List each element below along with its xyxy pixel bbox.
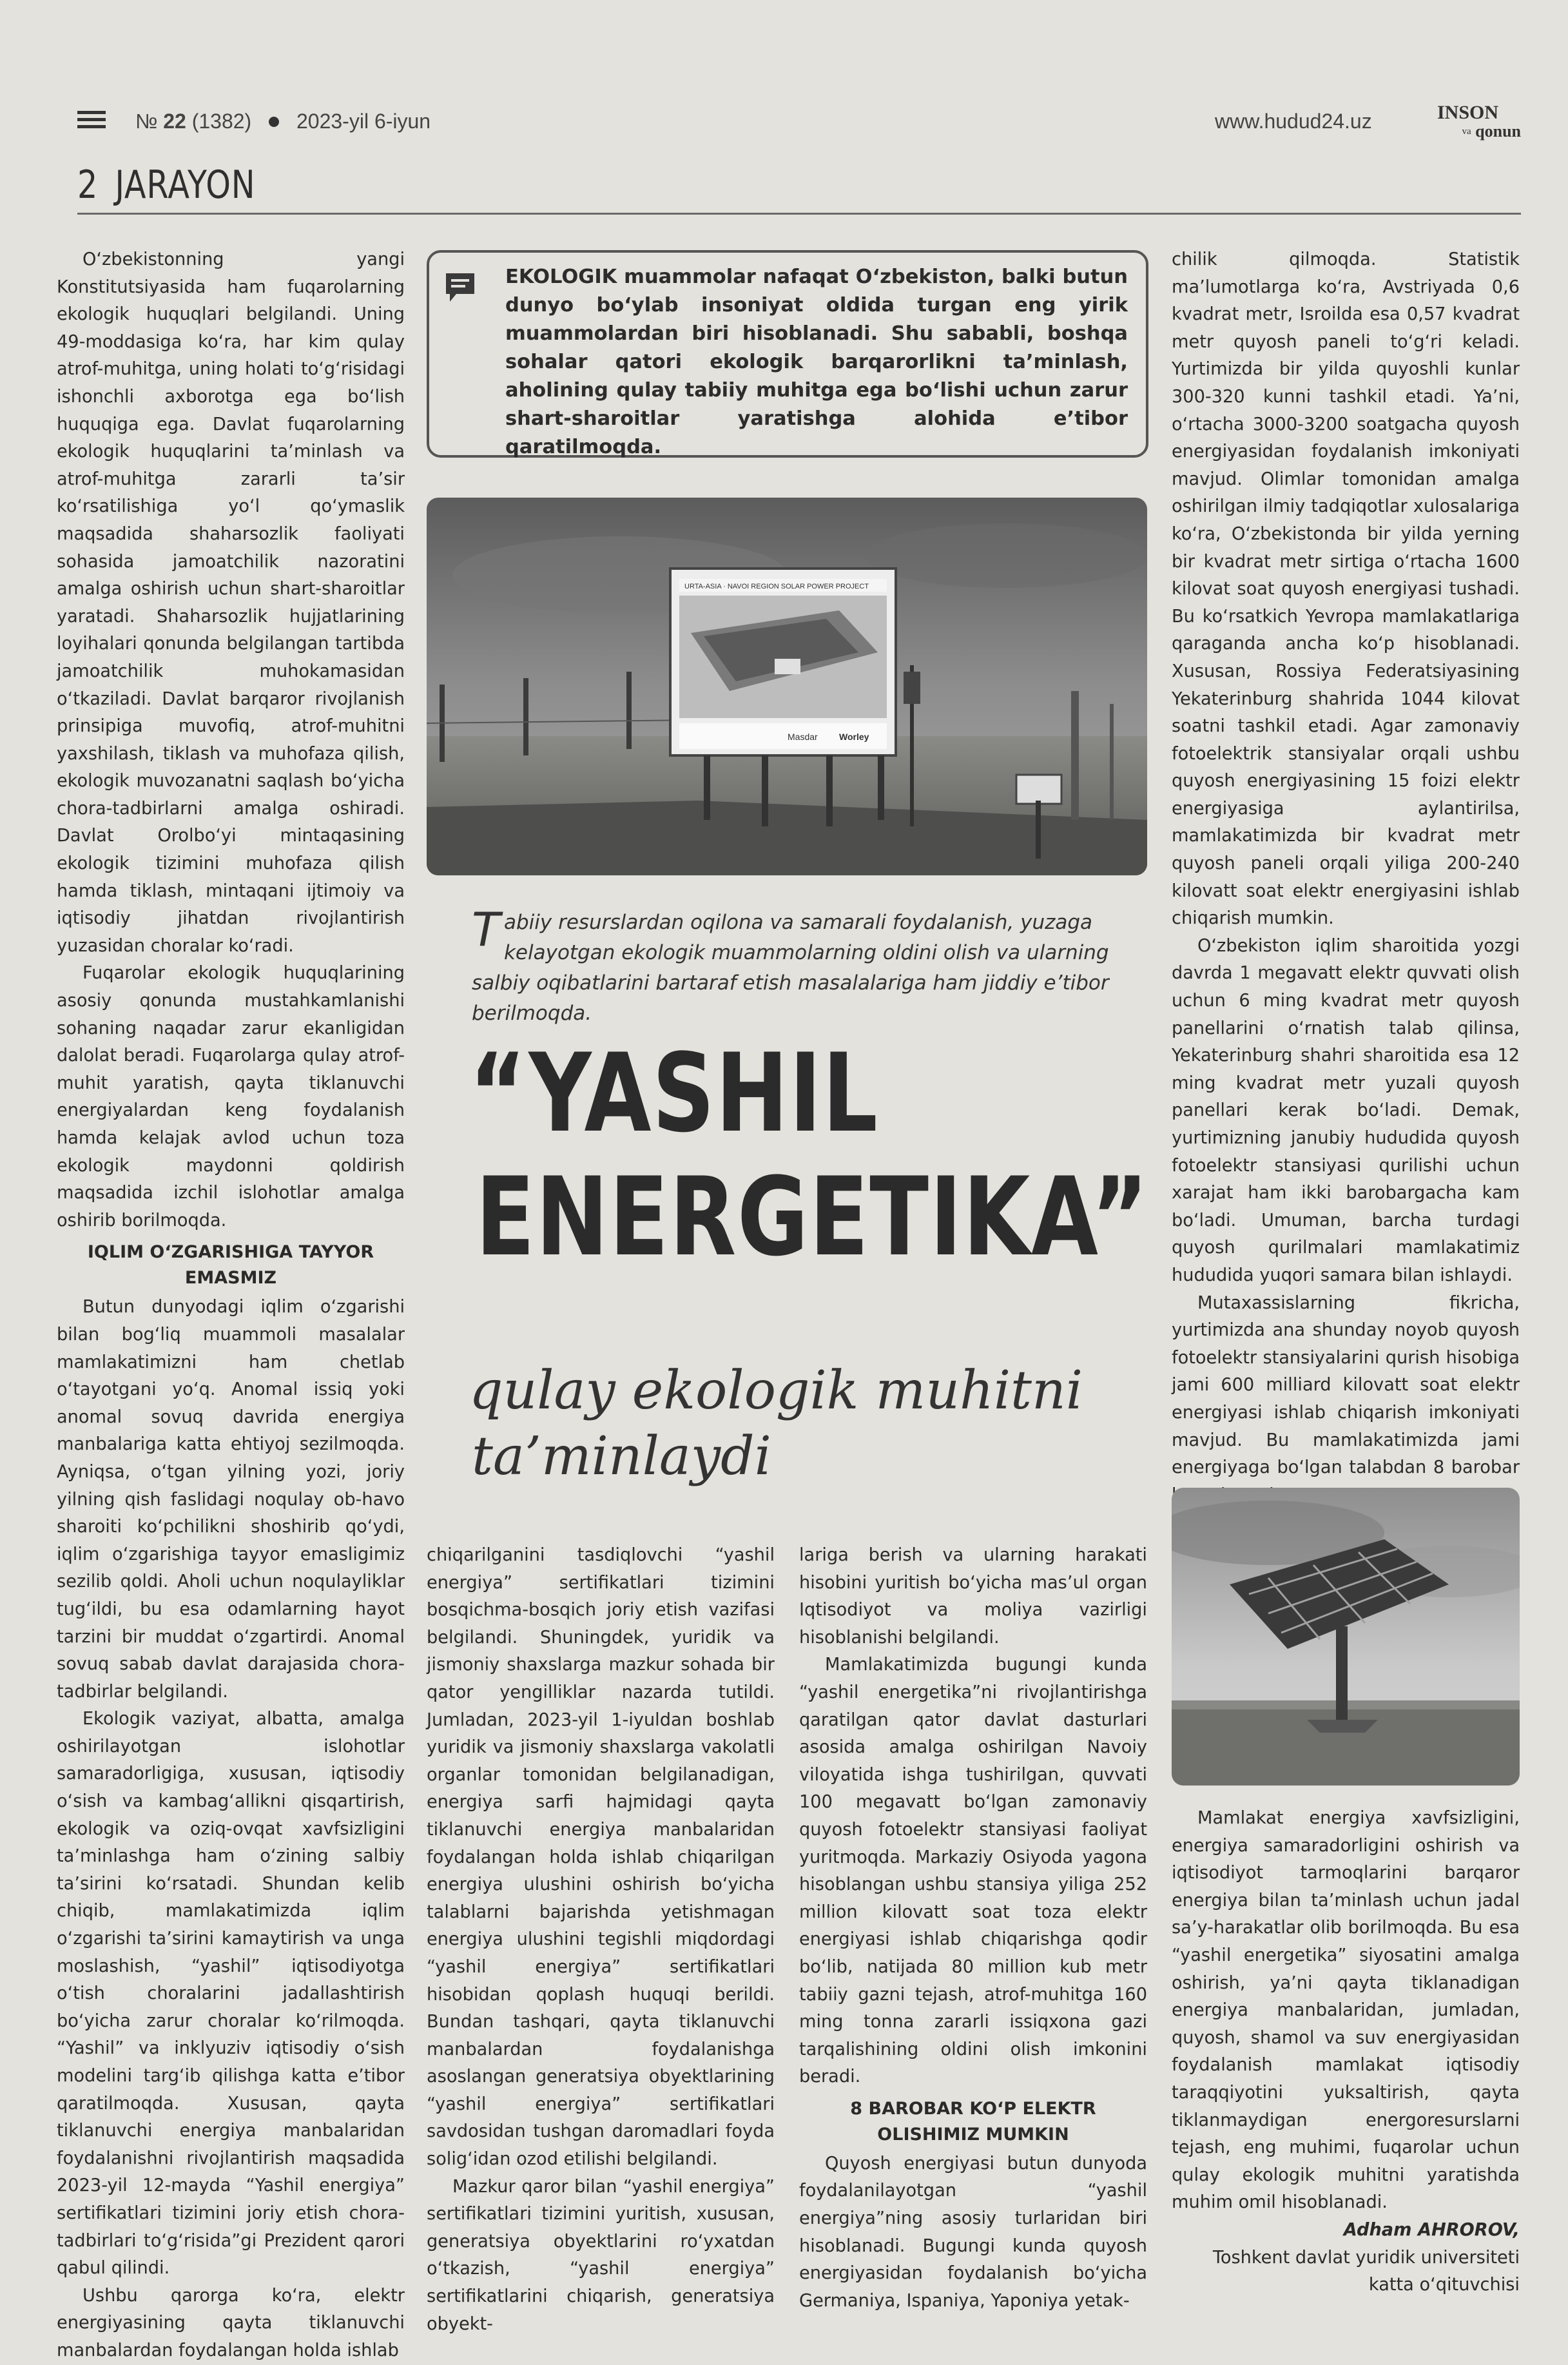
issue-number-label: № xyxy=(135,110,158,133)
issue-date: 2023-yil 6-iyun xyxy=(296,110,431,133)
page-number: 2 xyxy=(77,162,99,208)
issue-number: 22 xyxy=(163,110,186,133)
column-1 xyxy=(57,246,405,2365)
logo-line1: INSON xyxy=(1437,102,1499,123)
lead-text: EKOLOGIK muammolar nafaqat O‘zbekiston, balki butun dunyo bo‘ylab insoniyat oldida turgan eng yirik muammolardan biri hisoblanadi. Shu sababli, boshqa sohalar qatori ekologik barqarorlikni ta’minlash, aholining qulay tabiiy muhitga ega bo‘lishi uchun zarur shart-sharoitlar yaratishga alohida e’tibor qaratilmoqda. xyxy=(505,266,1128,458)
headline-subtitle-line1: qulay ekologik muhitni xyxy=(469,1360,1083,1421)
bullet-icon xyxy=(269,117,279,127)
logo-sub: va xyxy=(1462,126,1471,137)
paragraph: O‘zbekistonning yangi Konstitutsiyasida ham fuqarolarning ekologik huquqlari belgilandi. Uning 49-moddasiga ko‘ra, har kim qulay atrof-muhitga, uning holati to‘g‘risidagi ishonchli axborotga ega bo‘lish huquqiga ega. Davlat fuqarolarning ekologik huquqlarini ta’minlash va atrof-muhitga zararli ta’sir ko‘rsatilishiga yo‘l qo‘ymaslik maqsadida shaharsozlik faoliyati sohasida jamoatchilik nazoratini amalga oshirish uchun shart-sharoitlar yaratadi. Shaharsozlik hujjatlarining loyihalari qonunda belgilangan tartibda jamoatchilik muhokamasidan o‘tkaziladi. Davlat barqaror rivojlanish prinsipiga muvofiq, atrof-muhitni yaxshilash, tiklash va muhofaza qilish, ekologik muvozanatni saqlash bo‘yicha chora-tadbirlarni amalga oshiradi. Davlat Orolbo‘yi mintaqasining ekologik tizimini muhofaza qilish hamda tiklash, mintaqani ijtimoiy va iqtisodiy jihatdan rivojlantirish yuzasidan choralar ko‘radi. xyxy=(57,249,405,956)
paragraph: Butun dunyodagi iqlim o‘zgarishi bilan bog‘liq muammoli masalalar mamlakatimizni ham chetlab o‘tayotgani yo‘q. Anomal issiq yoki anomal sovuq davrida energiya manbalariga katta ehtiyoj sezilmoqda. Ayniqsa, o‘tgan yilning yozi, joriy yilning qish faslidagi noqulay ob-havo sharoiti ko‘pchilikni shoshirib qo‘ydi, iqlim o‘zgarishiga tayyor emasligimiz sezilib qoldi. Aholi uchun noqulayliklar tug‘ildi, bu esa odamlarning hayot tarzini bir muddat o‘zgartirdi. Anomal sovuq sabab davlat darajasida chora-tadbirlar belgilandi. xyxy=(57,1297,405,1702)
column-2 xyxy=(427,1542,775,2338)
header-rule xyxy=(77,213,1521,215)
paragraph: Ekologik vaziyat, albatta, amalga oshirilayotgan islohotlar samaradorligiga, xususan, iqtisodiy o‘sish va kambag‘allikni qisqartirish, ekologik va oziq-ovqat xavfsizligini ta’minlashga ham o‘zining salbiy ta’sirini ko‘rsatadi. Shundan kelib chiqib, mamlakatimizda iqlim o‘zgarishi ta’sirini kamaytirish va unga moslashish, “yashil” iqtisodiyotga o‘tish choralarini jadallashtirish bo‘yicha zarur choralar ko‘rilmoqda. “Yashil” va inklyuziv iqtisodiy o‘sish modelini targ‘ib qilishga katta e’tibor qaratilmoqda. Xususan, qayta tiklanuvchi energiya manbalaridan foydalanishni rivojlantirish maqsadida 2023-yil 12-mayda “Yashil energiya” sertifikatlari tizimini joriy etish chora-tadbirlari to‘g‘risida”gi Prezident qarori qabul qilindi. xyxy=(57,1709,405,2279)
caption-text: abiiy resurslardan oqilona va samarali foydalanish, yuzaga kelayotgan ekologik muammolarning oldini olish va ularning salbiy oqibatlarini bartaraf etish masalalariga ham jiddiy e’tibor berilmoqda. xyxy=(472,911,1109,1025)
paragraph: Fuqarolar ekologik huquqlarining asosiy qonunda mustahkamlanishi sohaning naqadar zarur ekanligidan dalolat beradi. Fuqarolarga qulay atrof-muhit yaratish, qayta tiklanuvchi energiyalardan keng foydalanish hamda kelajak avlod uchun toza ekologik maydonni qoldirish maqsadida izchil islohotlar amalga oshirib borilmoqda. xyxy=(57,963,405,1231)
paragraph: chilik qilmoqda. Statistik ma’lumotlarga ko‘ra, Avstriyada 0,6 kvadrat metr, Isroilda esa 0,57 kvadrat metr quyosh paneli to‘g‘ri keladi. Yurtimizda bir yilda quyoshli kunlar 300-320 kunni tashkil etadi. Ya’ni, o‘rtacha 3000-3200 soatgacha quyosh energiyasidan foydalanish imkoniyati mavjud. Olimlar tomonidan amalga oshirilgan ilmiy tadqiqotlar xulosalariga ko‘ra, O‘zbekistonda bir yilda yerning bir kvadrat metr sirtiga o‘rtacha 1600 kilovat soat quyosh energiyasi tushadi. Bu ko‘rsatkich Yevropa mamlakatlariga qaraganda ancha ko‘p hisoblanadi. Xususan, Rossiya Federatsiyasining Yekaterinburg shahrida 1044 kilovat soatni tashkil etadi. Agar zamonaviy fotoelektrik stansiyalar orqali ushbu quyosh energiyasining 15 foizi elektr energiyasiga aylantirilsa, mamlakatimizda bir kvadrat metr quyosh paneli orqali yiliga 200-240 kilovatt soat elektr energiyasini ishlab chiqarish mumkin. xyxy=(1172,249,1520,929)
caption-dropcap: T xyxy=(472,902,500,957)
logo-line2: qonun xyxy=(1475,122,1521,141)
photo-caption xyxy=(472,902,1116,1029)
column-4 xyxy=(1172,246,1520,1509)
paragraph: lariga berish va ularning harakati hisobini yuritish bo‘yicha mas’ul organ Iqtisodiyot va moliya vazirligi hisoblanishi belgilandi. xyxy=(799,1545,1147,1648)
subheading: IQLIM O‘ZGARISHIGA TAYYOR EMASMIZ xyxy=(87,1242,374,1289)
sign-logo: Masdar xyxy=(788,732,818,742)
column-4-continued xyxy=(1172,1805,1520,2299)
issue-info xyxy=(135,103,431,139)
paragraph: Mamlakat energiya xavfsizligini, energiya samaradorligini oshirish va iqtisodiyot tarmoqlarini barqaror energiya bilan ta’minlash uchun jadal sa’y-harakatlar olib borilmoqda. Bu esa “yashil energetika” siyosatini amalga oshirish, ya’ni qayta tiklanadigan energiya manbalaridan, jumladan, quyosh, shamol va suv energiyasidan foydalanish mamlakat iqtisodiy taraqqiyotini yuksaltirish, qayta tiklanmaydigan energoresurslarni tejash, eng muhimi, fuqarolar uchun qulay ekologik muhitni yaratishda muhim omil hisoblanadi. xyxy=(1172,1808,1520,2213)
paragraph: Mamlakatimizda bugungi kunda “yashil energetika”ni rivojlantirishga qaratilgan qator davlat dasturlari asosida amalga oshirilgan Navoiy viloyatida ishga tushirilgan, quvvati 100 megavatt bo‘lgan zamonaviy quyosh fotoelektr stansiyasi faoliyat yuritmoqda. Markaziy Osiyoda yagona hisoblangan ushbu stansiya yiliga 252 million kilovatt soat toza elektr energiyasi ishlab chiqarishga qodir bo‘lib, natijada 80 million kub metr tabiiy gazni tejash, atrof-muhitga 160 ming tonna zararli issiqxona gazi tarqalishining oldini olish imkonini beradi. xyxy=(799,1655,1147,2087)
section-heading xyxy=(77,161,255,209)
section-name: JARAYON xyxy=(115,162,256,208)
author-name: Adham AHROROV, xyxy=(1343,2219,1520,2240)
paragraph: Mutaxassislarning fikricha, yurtimizda ana shunday noyob quyosh fotoelektr stansiyalarini qurish hisobiga jami 600 milliard kilovatt soat elektr energiyasi ishlab chiqarish imkoniyati mavjud. Bu mamlakatimizda jami energiyaga bo‘lgan talabdan 8 barobar xyxy=(1172,1292,1520,1478)
headline-subtitle-line2: ta’minlaydi xyxy=(472,1426,771,1487)
menu-icon[interactable] xyxy=(77,111,106,131)
solar-project-photo xyxy=(427,498,1147,875)
column-3 xyxy=(799,1542,1147,2315)
paragraph: chiqarilganini tasdiqlovchi “yashil energiya” sertifikatlari tizimini bosqichma-bosqich joriy etish vazifasi belgilandi. Shuningdek, yuridik va jismoniy shaxslarga mazkur sohada bir qator yengilliklar nazarda tutildi. Jumladan, 2023-yil 1-iyuldan boshlab yuridik va jismoniy shaxslarga vakolatli organlar tomonidan belgilanadigan, energiya sarfi hajmidagi qayta tiklanuvchi energiya manbalaridan foydalangan holda ishlab chiqarilgan energiya ulushini oshirish bo‘yicha talablarni bajarishda yetishmagan energiya ulushini tegishli miqdordagi “yashil energiya” sertifikatlari hisobidan qoplash huquqi berildi. Bundan tashqari, qayta tiklanuvchi manbalardan foydalanishga asoslangan generatsiya obyektlarining “yashil energiya” sertifikatlari savdosidan tushgan daromadlari foyda solig‘idan ozod etilishi belgilandi. xyxy=(427,1545,775,2170)
speech-bubble-icon xyxy=(442,269,478,306)
paragraph: Ushbu qarorga ko‘ra, elektr energiyasining qayta tiklanuvchi manbalardan foydalangan holda ishlab xyxy=(57,2285,405,2360)
newspaper-logo xyxy=(1415,103,1521,144)
paragraph: Quyosh energiyasi butun dunyoda foydalanilayotgan “yashil energiya”ning asosiy turlaridan biri hisoblanadi. Bugungi kunda quyosh energiyasidan foydalanish bo‘yicha Germaniya, Ispaniya, Yaponiya yetak- xyxy=(799,2153,1147,2311)
paragraph: O‘zbekiston iqlim sharoitida yozgi davrda 1 megavatt elektr quvvati olish uchun 6 ming kvadrat metr quyosh panellarini o‘rnatish talab qilinsa, Yekaterinburg shahri sharoitida esa 12 ming kvadrat metr yuzali quyosh panellari kerak bo‘ladi. Demak, yurtimizning janubiy hududida quyosh fotoelektr stansiyasi qurilishi uchun xarajat ham ikki barobargacha kam bo‘ladi. Umuman, barcha turdagi quyosh qurilmalari mamlakatimiz hududida yuqori samara bilan ishlaydi. xyxy=(1172,935,1520,1285)
header xyxy=(77,103,1521,148)
website-link[interactable]: www.hudud24.uz xyxy=(1215,110,1372,133)
headline-line1: “YASHIL xyxy=(469,1030,879,1156)
headline-line2: ENERGETIKA” xyxy=(476,1154,1150,1280)
lead-box xyxy=(427,250,1148,458)
sign-logo: Worley xyxy=(839,732,869,742)
sign-title: URTA-ASIA · NAVOI REGION SOLAR POWER PROJECT xyxy=(684,583,869,590)
solar-panel-photo xyxy=(1172,1488,1520,1786)
author-position: Toshkent davlat yuridik universiteti xyxy=(1212,2247,1520,2268)
paragraph: Mazkur qaror bilan “yashil energiya” sertifikatlari tizimini yuritish, xususan, generatsiya obyektlarini ro‘yxatdan o‘tkazish, “yashil energiya” sertifikatlarini chiqarish, generatsiya obyekt- xyxy=(427,2176,775,2334)
issue-total: (1382) xyxy=(191,110,252,133)
author-position: katta o‘qituvchisi xyxy=(1368,2275,1520,2295)
subheading: 8 BAROBAR KO‘P ELEKTR OLISHIMIZ MUMKIN xyxy=(850,2098,1096,2145)
